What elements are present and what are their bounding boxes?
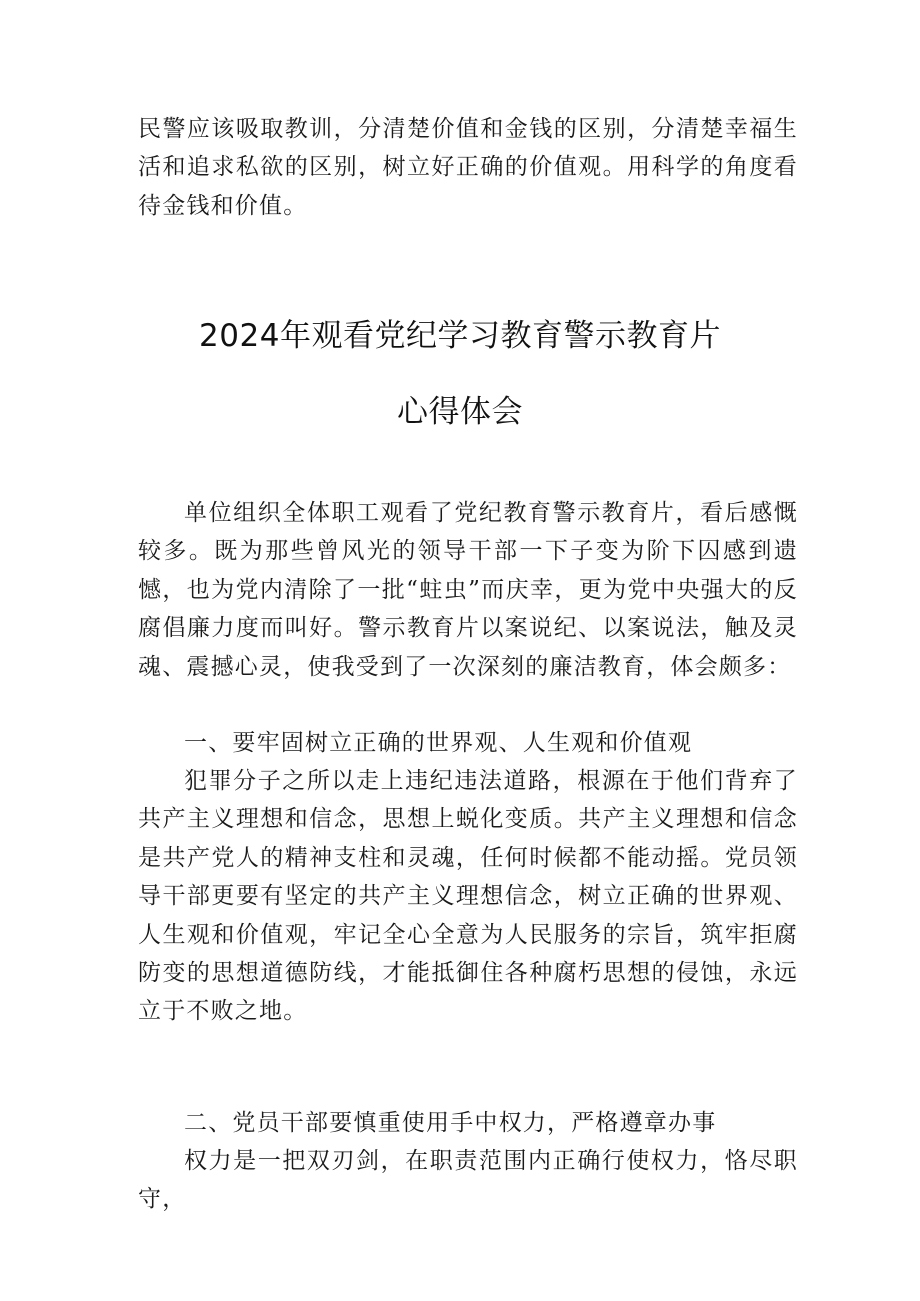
section-1-body: 犯罪分子之所以走上违纪违法道路，根源在于他们背弃了共产主义理想和信念，思想上蜕化变质。共产主义理想和信念是共产党人的精神支柱和灵魂，任何时候都不能动摇。党员领导干部更要有坚定的共产主义理想信念，树立正确的世界观、人生观和价值观，牢记全心全意为人民服务的宗旨，筑牢拒腐防变的思想道德防线，才能抵御住各种腐朽思想的侵蚀，永远立于不败之地。 xyxy=(138,768,798,1025)
document-title-line-2: 心得体会 xyxy=(397,394,523,430)
intro-paragraph: 民警应该吸取教训，分清楚价值和金钱的区别，分清楚幸福生活和追求私欲的区别，树立好正确的价值观。用科学的角度看待金钱和价值。 xyxy=(138,116,798,219)
section-1-heading: 一、要牢固树立正确的世界观、人生观和价值观 xyxy=(184,730,693,756)
section-2-body: 权力是一把双刃剑，在职责范围内正确行使权力，恪尽职守， xyxy=(138,1148,798,1213)
section-2-heading: 二、党员干部要慎重使用手中权力，严格遵章办事 xyxy=(184,1110,717,1136)
opening-paragraph: 单位组织全体职工观看了党纪教育警示教育片，看后感慨较多。既为那些曾风光的领导干部一下子变为阶下囚感到遗憾，也为党内清除了一批“蛀虫”而庆幸，更为党中央强大的反腐倡廉力度而叫好。警示教育片以案说纪、以案说法，触及灵魂、震撼心灵，使我受到了一次深刻的廉洁教育，体会颇多： xyxy=(138,500,798,680)
document-title-line-1: 2024年观看党纪学习教育警示教育片 xyxy=(199,318,721,354)
